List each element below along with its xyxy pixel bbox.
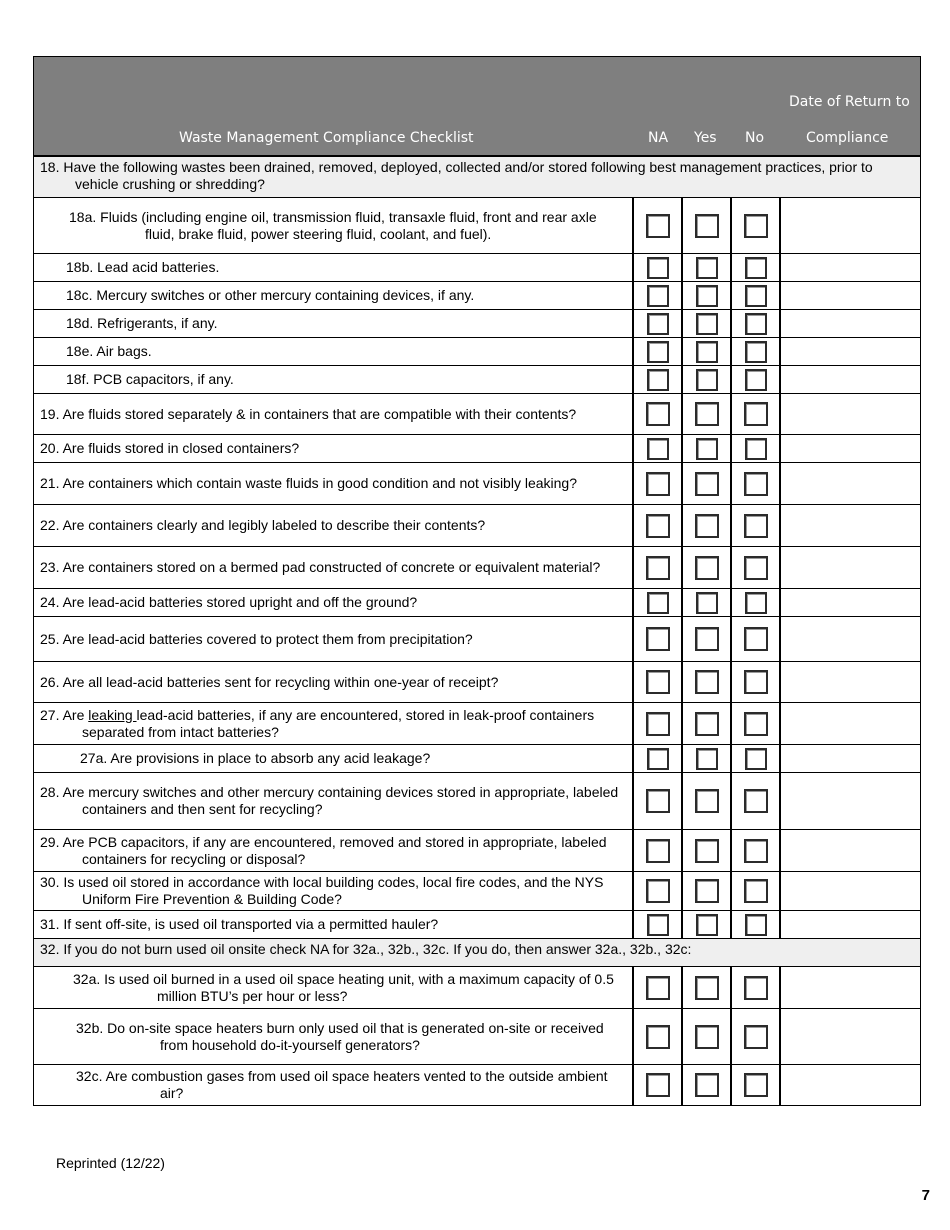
question-cell: [34, 662, 634, 702]
question-text: 18f. PCB capacitors, if any.: [66, 371, 234, 387]
table-row: [34, 365, 920, 393]
na-cell: [634, 435, 683, 462]
date-of-return-cell[interactable]: [781, 1065, 920, 1105]
na-cell: [634, 198, 683, 253]
question-text: 28. Are mercury switches and other mercury containing devices stored in appropriate, labeled containers and then sent for recycling?: [40, 784, 619, 817]
yes-checkbox[interactable]: [695, 402, 719, 426]
na-cell: [634, 463, 683, 504]
question-text: 21. Are containers which contain waste fluids in good condition and not visibly leaking?: [40, 475, 577, 491]
na-checkbox[interactable]: [646, 839, 670, 863]
na-checkbox[interactable]: [647, 748, 669, 770]
na-cell: [634, 366, 683, 393]
na-checkbox[interactable]: [646, 976, 670, 1000]
no-checkbox[interactable]: [744, 214, 768, 238]
date-of-return-cell[interactable]: [781, 872, 920, 910]
date-column-header-line1: Date of Return to: [789, 94, 910, 110]
table-row: [34, 1064, 920, 1105]
yes-cell: [683, 310, 732, 337]
question-cell: [34, 1009, 634, 1064]
question-text: 25. Are lead-acid batteries covered to protect them from precipitation?: [40, 630, 473, 647]
no-checkbox[interactable]: [745, 438, 767, 460]
no-checkbox[interactable]: [745, 285, 767, 307]
no-cell: [732, 394, 781, 434]
question-text: 32. If you do not burn used oil onsite check NA for 32a., 32b., 32c. If you do, then answer 32a., 32b., 32c:: [40, 941, 692, 957]
table-row: [34, 504, 920, 546]
yes-checkbox[interactable]: [695, 472, 719, 496]
no-cell: [732, 198, 781, 253]
date-of-return-cell[interactable]: [781, 198, 920, 253]
no-column-header: No: [745, 130, 765, 146]
table-row: [34, 829, 920, 871]
table-row: [34, 434, 920, 462]
yes-checkbox[interactable]: [696, 914, 718, 936]
no-cell: [732, 617, 781, 661]
table-row: [34, 393, 920, 434]
yes-checkbox[interactable]: [695, 879, 719, 903]
question-text: 32c. Are combustion gases from used oil space heaters vented to the outside ambient air?: [76, 1068, 608, 1101]
na-checkbox[interactable]: [647, 592, 669, 614]
yes-cell: [683, 872, 732, 910]
yes-cell: [683, 463, 732, 504]
question-text: 32b. Do on-site space heaters burn only used oil that is generated on-site or received from household do-it-yourself generators?: [76, 1019, 604, 1053]
na-checkbox[interactable]: [647, 369, 669, 391]
yes-cell: [683, 547, 732, 588]
table-row: [34, 309, 920, 337]
yes-checkbox[interactable]: [695, 514, 719, 538]
na-checkbox[interactable]: [647, 341, 669, 363]
date-of-return-cell[interactable]: [781, 911, 920, 938]
question-cell: [34, 463, 634, 504]
na-cell: [634, 394, 683, 434]
no-checkbox[interactable]: [744, 789, 768, 813]
table-row: [34, 588, 920, 616]
na-checkbox[interactable]: [646, 627, 670, 651]
table-row: [34, 337, 920, 365]
na-checkbox[interactable]: [646, 514, 670, 538]
no-cell: [732, 872, 781, 910]
na-cell: [634, 617, 683, 661]
yes-cell: [683, 198, 732, 253]
yes-cell: [683, 282, 732, 309]
yes-cell: [683, 703, 732, 744]
no-cell: [732, 911, 781, 938]
question-cell: [34, 1065, 634, 1105]
question-text: 18d. Refrigerants, if any.: [66, 315, 218, 331]
date-of-return-cell[interactable]: [781, 505, 920, 546]
no-checkbox[interactable]: [745, 914, 767, 936]
table-row: [34, 462, 920, 504]
yes-checkbox[interactable]: [695, 1025, 719, 1049]
na-cell: [634, 254, 683, 281]
date-of-return-cell[interactable]: [781, 830, 920, 871]
yes-cell: [683, 435, 732, 462]
yes-cell: [683, 1065, 732, 1105]
question-cell: [34, 366, 634, 393]
question-cell: [34, 773, 634, 829]
date-of-return-cell[interactable]: [781, 1009, 920, 1064]
question-cell: [34, 589, 634, 616]
na-checkbox[interactable]: [646, 789, 670, 813]
na-cell: [634, 872, 683, 910]
yes-cell: [683, 617, 732, 661]
question-cell: [34, 547, 634, 588]
question-text: 20. Are fluids stored in closed containers?: [40, 440, 300, 456]
yes-checkbox[interactable]: [696, 313, 718, 335]
na-cell: [634, 745, 683, 772]
na-checkbox[interactable]: [647, 285, 669, 307]
question-text: 18a. Fluids (including engine oil, transmission fluid, transaxle fluid, front and rear axle fluid, brake fluid, power steering fluid, coolant, and fuel).: [69, 208, 597, 242]
question-cell: [34, 939, 920, 966]
na-checkbox[interactable]: [647, 313, 669, 335]
question-text: 24. Are lead-acid batteries stored upright and off the ground?: [40, 594, 418, 610]
na-checkbox[interactable]: [647, 438, 669, 460]
na-cell: [634, 830, 683, 871]
no-checkbox[interactable]: [744, 514, 768, 538]
table-row: [34, 281, 920, 309]
question-text: 26. Are all lead-acid batteries sent for recycling within one-year of receipt?: [40, 673, 499, 690]
yes-checkbox[interactable]: [695, 1073, 719, 1097]
na-checkbox[interactable]: [646, 214, 670, 238]
date-of-return-cell[interactable]: [781, 773, 920, 829]
table-row: [34, 616, 920, 661]
no-cell: [732, 745, 781, 772]
page-number: 7: [921, 1187, 930, 1204]
date-of-return-cell[interactable]: [781, 338, 920, 365]
no-cell: [732, 967, 781, 1008]
no-cell: [732, 310, 781, 337]
na-cell: [634, 773, 683, 829]
no-cell: [732, 547, 781, 588]
no-cell: [732, 282, 781, 309]
na-cell: [634, 338, 683, 365]
no-cell: [732, 338, 781, 365]
question-cell: [34, 310, 634, 337]
yes-cell: [683, 773, 732, 829]
no-checkbox[interactable]: [744, 472, 768, 496]
yes-cell: [683, 830, 732, 871]
na-checkbox[interactable]: [646, 556, 670, 580]
na-cell: [634, 662, 683, 702]
yes-checkbox[interactable]: [695, 976, 719, 1000]
no-cell: [732, 1065, 781, 1105]
yes-column-header: Yes: [694, 130, 717, 146]
na-cell: [634, 310, 683, 337]
no-cell: [732, 589, 781, 616]
question-cell: [34, 338, 634, 365]
yes-checkbox[interactable]: [695, 839, 719, 863]
question-text: 18c. Mercury switches or other mercury containing devices, if any.: [66, 287, 475, 303]
section-row: [34, 157, 920, 197]
yes-checkbox[interactable]: [695, 627, 719, 651]
no-checkbox[interactable]: [744, 402, 768, 426]
question-cell: [34, 198, 634, 253]
no-cell: [732, 366, 781, 393]
question-text: 18b. Lead acid batteries.: [66, 259, 220, 275]
question-cell: [34, 282, 634, 309]
yes-checkbox[interactable]: [696, 592, 718, 614]
no-cell: [732, 254, 781, 281]
question-cell: [34, 703, 634, 744]
section-row: [34, 938, 920, 966]
yes-cell: [683, 366, 732, 393]
table-row: [34, 197, 920, 253]
no-cell: [732, 435, 781, 462]
no-checkbox[interactable]: [745, 341, 767, 363]
question-cell: [34, 617, 634, 661]
yes-checkbox[interactable]: [695, 556, 719, 580]
no-checkbox[interactable]: [745, 313, 767, 335]
question-cell: [34, 830, 634, 871]
no-cell: [732, 773, 781, 829]
date-of-return-cell[interactable]: [781, 282, 920, 309]
date-of-return-cell[interactable]: [781, 394, 920, 434]
na-cell: [634, 1065, 683, 1105]
question-text: 23. Are containers stored on a bermed pad constructed of concrete or equivalent material?: [40, 559, 601, 575]
yes-checkbox[interactable]: [695, 670, 719, 694]
question-text: 18e. Air bags.: [66, 343, 152, 359]
date-of-return-cell[interactable]: [781, 617, 920, 661]
table-row: [34, 871, 920, 910]
na-checkbox[interactable]: [646, 1073, 670, 1097]
yes-checkbox[interactable]: [696, 341, 718, 363]
question-cell: [34, 872, 634, 910]
checklist-title: Waste Management Compliance Checklist: [179, 130, 474, 146]
yes-cell: [683, 254, 732, 281]
date-of-return-cell[interactable]: [781, 745, 920, 772]
checklist-table: [33, 56, 921, 1106]
na-cell: [634, 1009, 683, 1064]
no-checkbox[interactable]: [744, 670, 768, 694]
table-row: [34, 772, 920, 829]
question-cell: [34, 254, 634, 281]
table-row: [34, 702, 920, 744]
no-checkbox[interactable]: [744, 839, 768, 863]
na-cell: [634, 589, 683, 616]
date-of-return-cell[interactable]: [781, 589, 920, 616]
na-checkbox[interactable]: [646, 670, 670, 694]
checklist-rows: [34, 157, 920, 1105]
no-checkbox[interactable]: [745, 592, 767, 614]
yes-checkbox[interactable]: [696, 438, 718, 460]
na-column-header: NA: [648, 130, 669, 146]
na-checkbox[interactable]: [646, 712, 670, 736]
date-of-return-cell[interactable]: [781, 703, 920, 744]
yes-checkbox[interactable]: [695, 712, 719, 736]
no-checkbox[interactable]: [745, 369, 767, 391]
question-text: 27. Are leaking lead-acid batteries, if any are encountered, stored in leak-proof containers separated from intact batteries?: [40, 706, 595, 740]
no-checkbox[interactable]: [744, 879, 768, 903]
date-of-return-cell[interactable]: [781, 254, 920, 281]
table-header: [34, 57, 920, 157]
date-of-return-cell[interactable]: [781, 310, 920, 337]
yes-cell: [683, 589, 732, 616]
yes-checkbox[interactable]: [696, 369, 718, 391]
question-cell: [34, 967, 634, 1008]
question-text: 27a. Are provisions in place to absorb any acid leakage?: [80, 750, 431, 766]
yes-cell: [683, 338, 732, 365]
reprinted-note: Reprinted (12/22): [56, 1155, 165, 1171]
yes-cell: [683, 745, 732, 772]
no-checkbox[interactable]: [744, 556, 768, 580]
yes-checkbox[interactable]: [695, 789, 719, 813]
question-text: 32a. Is used oil burned in a used oil space heating unit, with a maximum capacity of 0.5 million BTU’s per hour or less?: [73, 970, 614, 1004]
no-cell: [732, 505, 781, 546]
yes-checkbox[interactable]: [696, 748, 718, 770]
table-row: [34, 253, 920, 281]
na-checkbox[interactable]: [647, 257, 669, 279]
no-cell: [732, 830, 781, 871]
no-checkbox[interactable]: [745, 748, 767, 770]
date-of-return-cell[interactable]: [781, 547, 920, 588]
yes-cell: [683, 967, 732, 1008]
yes-checkbox[interactable]: [696, 285, 718, 307]
question-cell: [34, 505, 634, 546]
question-text: 22. Are containers clearly and legibly labeled to describe their contents?: [40, 517, 486, 533]
date-column-header-line2: Compliance: [806, 130, 889, 146]
question-cell: [34, 157, 920, 197]
na-cell: [634, 703, 683, 744]
table-row: [34, 1008, 920, 1064]
question-cell: [34, 745, 634, 772]
question-cell: [34, 911, 634, 938]
date-of-return-cell[interactable]: [781, 463, 920, 504]
na-checkbox[interactable]: [646, 879, 670, 903]
yes-cell: [683, 394, 732, 434]
na-checkbox[interactable]: [646, 402, 670, 426]
question-text: 29. Are PCB capacitors, if any are encountered, removed and stored in appropriate, labeled containers for recycling or disposal?: [40, 833, 607, 867]
date-of-return-cell[interactable]: [781, 366, 920, 393]
table-row: [34, 546, 920, 588]
no-cell: [732, 463, 781, 504]
no-checkbox[interactable]: [744, 976, 768, 1000]
na-checkbox[interactable]: [647, 914, 669, 936]
date-of-return-cell[interactable]: [781, 435, 920, 462]
date-of-return-cell[interactable]: [781, 662, 920, 702]
yes-cell: [683, 1009, 732, 1064]
question-cell: [34, 394, 634, 434]
na-cell: [634, 505, 683, 546]
no-checkbox[interactable]: [744, 712, 768, 736]
na-cell: [634, 547, 683, 588]
question-cell: [34, 435, 634, 462]
na-cell: [634, 967, 683, 1008]
no-checkbox[interactable]: [744, 1025, 768, 1049]
yes-checkbox[interactable]: [695, 214, 719, 238]
na-checkbox[interactable]: [646, 1025, 670, 1049]
question-text: 31. If sent off-site, is used oil transported via a permitted hauler?: [40, 916, 439, 932]
table-row: [34, 966, 920, 1008]
no-checkbox[interactable]: [744, 627, 768, 651]
no-cell: [732, 703, 781, 744]
no-checkbox[interactable]: [745, 257, 767, 279]
question-text: 18. Have the following wastes been drained, removed, deployed, collected and/or stored following best management practices, prior to vehicle crushing or shredding?: [40, 159, 873, 192]
table-row: [34, 744, 920, 772]
na-checkbox[interactable]: [646, 472, 670, 496]
no-cell: [732, 662, 781, 702]
yes-cell: [683, 662, 732, 702]
question-text: 30. Is used oil stored in accordance with local building codes, local fire codes, and the NYS Uniform Fire Prevention & Building Code?: [40, 874, 604, 907]
table-row: [34, 910, 920, 938]
no-cell: [732, 1009, 781, 1064]
yes-checkbox[interactable]: [696, 257, 718, 279]
question-text: 19. Are fluids stored separately & in containers that are compatible with their contents?: [40, 405, 577, 422]
yes-cell: [683, 505, 732, 546]
table-row: [34, 661, 920, 702]
na-cell: [634, 911, 683, 938]
date-of-return-cell[interactable]: [781, 967, 920, 1008]
na-cell: [634, 282, 683, 309]
yes-cell: [683, 911, 732, 938]
no-checkbox[interactable]: [744, 1073, 768, 1097]
